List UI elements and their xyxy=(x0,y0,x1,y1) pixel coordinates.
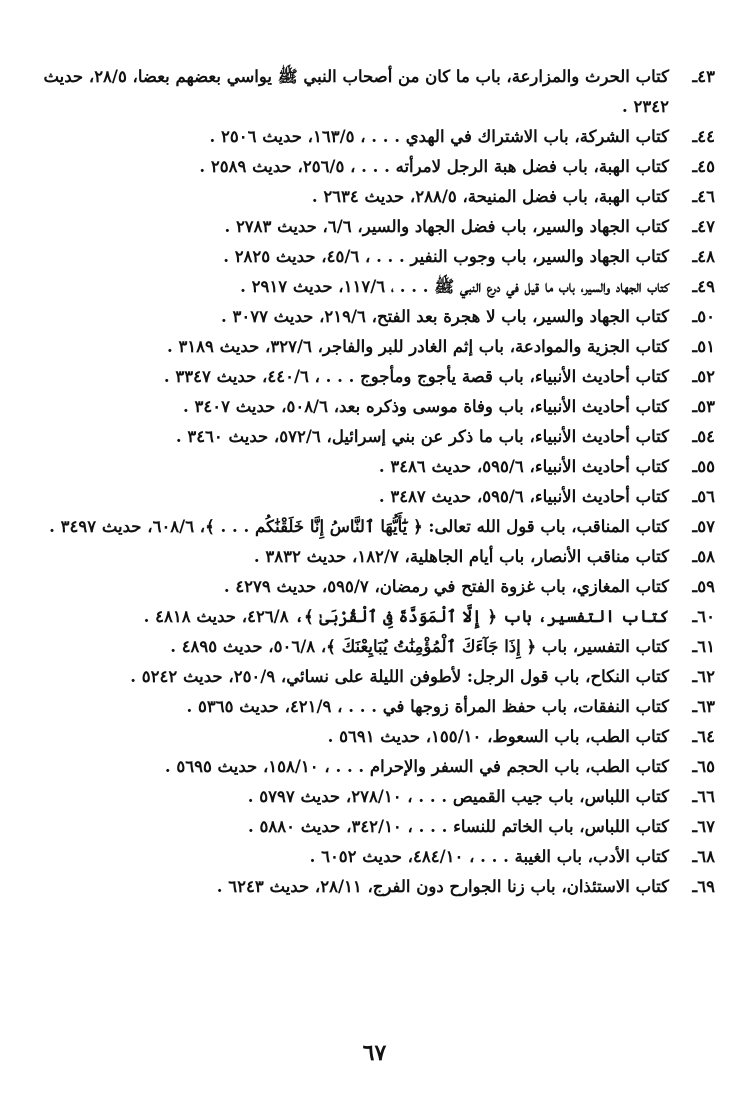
entry-number: ٦٣ـ xyxy=(692,697,715,716)
entry-number: ٤٩ـ xyxy=(692,277,715,296)
entry-number: ٤٣ـ xyxy=(692,67,715,86)
entry-62 xyxy=(40,662,715,692)
entry-number: ٤٦ـ xyxy=(692,187,715,206)
entry-44 xyxy=(40,122,715,152)
entry-text: كتاب التفسير، باب ﴿ إِلَّا ٱلْمَوَدَّةَ فِى ٱلْقُرْبَىٰ ﴾، ٤٢٦/٨، حديث ٤٨١٨ . xyxy=(143,607,669,626)
entry-number: ٥٩ـ xyxy=(692,577,715,596)
entry-number: ٤٧ـ xyxy=(692,217,715,236)
entry-65 xyxy=(40,752,715,782)
entry-text: كتاب أحاديث الأنبياء، باب ما ذكر عن بني إسرائيل، ٥٧٢/٦، حديث ٣٤٦٠ . xyxy=(175,427,669,446)
entry-text: كتاب أحاديث الأنبياء، ٥٩٥/٦، حديث ٣٤٨٧ . xyxy=(378,487,669,506)
entry-60 xyxy=(40,602,715,632)
entry-number: ٥٢ـ xyxy=(692,367,715,386)
entry-number: ٥٤ـ xyxy=(692,427,715,446)
entry-number: ٦٨ـ xyxy=(692,847,715,866)
entry-number: ٦٧ـ xyxy=(692,817,715,836)
entry-text: كتاب الأدب، باب الغيبة . . . ، ٤٨٤/١٠، حديث ٦٠٥٢ . xyxy=(309,847,669,866)
entry-number: ٦٩ـ xyxy=(692,877,715,896)
entry-67 xyxy=(40,812,715,842)
entry-text: كتاب المغازي، باب غزوة الفتح في رمضان، ٥٩٥/٧، حديث ٤٢٧٩ . xyxy=(223,577,669,596)
entry-text: كتاب النكاح، باب قول الرجل: لأطوفن الليلة على نسائي، ٢٥٠/٩، حديث ٥٢٤٢ . xyxy=(130,667,669,686)
entry-58 xyxy=(40,542,715,572)
entry-number: ٥٦ـ xyxy=(692,487,715,506)
entry-49 xyxy=(40,272,715,302)
entry-number: ٦٢ـ xyxy=(692,667,715,686)
entry-51 xyxy=(40,332,715,362)
entry-text: كتاب الشركة، باب الاشتراك في الهدي . . . ، ١٦٣/٥، حديث ٢٥٠٦ . xyxy=(209,127,669,146)
entry-61 xyxy=(40,632,715,662)
entry-50 xyxy=(40,302,715,332)
entry-number: ٥٨ـ xyxy=(692,547,715,566)
entry-number: ٥٥ـ xyxy=(692,457,715,476)
entry-46 xyxy=(40,182,715,212)
entry-text: كتاب الجزية والموادعة، باب إثم الغادر للبر والفاجر، ٣٢٧/٦، حديث ٣١٨٩ . xyxy=(166,337,669,356)
entry-53 xyxy=(40,392,715,422)
entry-text: كتاب النفقات، باب حفظ المرأة زوجها في . . . ، ٤٢١/٩، حديث ٥٣٦٥ . xyxy=(186,697,669,716)
entry-text: كتاب الجهاد والسير، باب فضل الجهاد والسير، ٦/٦، حديث ٢٧٨٣ . xyxy=(224,217,669,236)
entry-54 xyxy=(40,422,715,452)
entry-number: ٥٧ـ xyxy=(692,517,715,536)
entry-number: ٦٥ـ xyxy=(692,757,715,776)
reference-list xyxy=(40,62,715,902)
entry-text: كتاب الهبة، باب فضل المنيحة، ٢٨٨/٥، حديث ٢٦٣٤ . xyxy=(311,187,669,206)
entry-text: كتاب أحاديث الأنبياء، باب وفاة موسى وذكره بعد، ٥٠٨/٦، حديث ٣٤٠٧ . xyxy=(183,397,669,416)
entry-text: كتاب الهبة، باب فضل هبة الرجل لامرأته . . . ، ٢٥٦/٥، حديث ٢٥٨٩ . xyxy=(199,157,669,176)
page-number: ٦٧ xyxy=(362,1040,387,1066)
entry-number: ٤٨ـ xyxy=(692,247,715,266)
entry-64 xyxy=(40,722,715,752)
entry-69 xyxy=(40,872,715,902)
entry-47 xyxy=(40,212,715,242)
entry-number: ٥٣ـ xyxy=(692,397,715,416)
entry-text: كتاب الجهاد والسير، باب وجوب النفير . . . ، ٤٥/٦، حديث ٢٨٢٥ . xyxy=(223,247,669,266)
entry-number: ٦٦ـ xyxy=(692,787,715,806)
entry-56 xyxy=(40,482,715,512)
entry-number: ٦٠ـ xyxy=(692,607,715,626)
entry-number: ٦٤ـ xyxy=(692,727,715,746)
entry-59 xyxy=(40,572,715,602)
entry-52 xyxy=(40,362,715,392)
entry-text: كتاب الجهاد والسير، باب ما قيل في درع النبي ﷺ . . . ، ١١٧/٦، حديث ٢٩١٧ . xyxy=(240,277,669,296)
entry-48 xyxy=(40,242,715,272)
entry-text: كتاب الطب، باب الحجم في السفر والإحرام . . . ، ١٥٨/١٠، حديث ٥٦٩٥ . xyxy=(164,757,669,776)
entry-text: كتاب الجهاد والسير، باب لا هجرة بعد الفتح، ٢١٩/٦، حديث ٣٠٧٧ . xyxy=(220,307,669,326)
entry-text: كتاب اللباس، باب جيب القميص . . . ، ٢٧٨/١٠، حديث ٥٧٩٧ . xyxy=(247,787,669,806)
entry-text: كتاب الحرث والمزارعة، باب ما كان من أصحاب النبي ﷺ يواسي بعضهم بعضا، ٢٨/٥، حديث ٢٣٤٢ . xyxy=(43,67,669,116)
entry-number: ٥٠ـ xyxy=(692,307,715,326)
entry-68 xyxy=(40,842,715,872)
entry-text: كتاب مناقب الأنصار، باب أيام الجاهلية، ١٨٢/٧، حديث ٣٨٣٢ . xyxy=(253,547,669,566)
entry-55 xyxy=(40,452,715,482)
entry-number: ٦١ـ xyxy=(692,637,715,656)
entry-text: كتاب أحاديث الأنبياء، ٥٩٥/٦، حديث ٣٤٨٦ . xyxy=(378,457,669,476)
entry-45 xyxy=(40,152,715,182)
entry-66 xyxy=(40,782,715,812)
entry-57 xyxy=(40,512,715,542)
entry-text: كتاب الطب، باب السعوط، ١٥٥/١٠، حديث ٥٦٩١ . xyxy=(327,727,669,746)
entry-text: كتاب المناقب، باب قول الله تعالى: ﴿ يَٰٓأَيُّهَا ٱلنَّاسُ إِنَّا خَلَقْنَٰكُم . . . ﴾، ٦٠٨/٦، حديث ٣٤٩٧ . xyxy=(49,517,669,536)
entry-text: كتاب التفسير، باب ﴿ إِذَا جَآءَكَ ٱلْمُؤْمِنَٰتُ يُبَايِعْنَكَ ﴾، ٥٠٦/٨، حديث ٤٨٩٥ . xyxy=(170,637,669,656)
entry-43 xyxy=(40,62,715,122)
entry-text: كتاب الاستئذان، باب زنا الجوارح دون الفرج، ٢٨/١١، حديث ٦٢٤٣ . xyxy=(216,877,669,896)
entry-number: ٥١ـ xyxy=(692,337,715,356)
entry-63 xyxy=(40,692,715,722)
entry-number: ٤٤ـ xyxy=(692,127,715,146)
entry-text: كتاب أحاديث الأنبياء، باب قصة يأجوج ومأجوج . . . ، ٤٤٠/٦، حديث ٣٣٤٧ . xyxy=(163,367,669,386)
entry-number: ٤٥ـ xyxy=(692,157,715,176)
entry-text: كتاب اللباس، باب الخاتم للنساء . . . ، ٣٤٢/١٠، حديث ٥٨٨٠ . xyxy=(248,817,669,836)
